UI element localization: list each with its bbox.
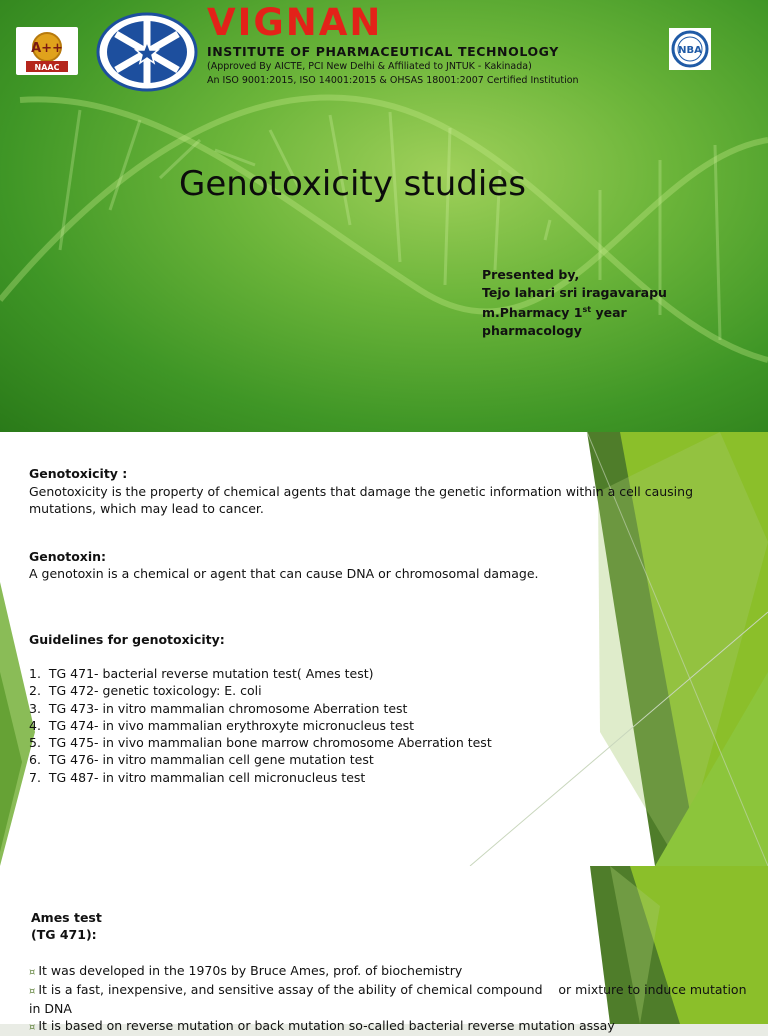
square-bullet-icon: ¤ [29,1022,36,1033]
approval-line: (Approved By AICTE, PCI New Delhi & Affiliated to JNTUK - Kakinada) [207,61,532,72]
genotoxicity-heading: Genotoxicity : [29,466,128,481]
list-item: ¤ It is a fast, inexpensive, and sensitive assay of the ability of chemical compound or mixture to induce mutation in DNA [29,982,751,1016]
nba-logo [669,28,711,70]
naac-logo [16,27,78,75]
presenter-block [482,266,667,339]
ames-heading: Ames test (TG 471): [31,910,102,942]
guidelines-list [29,665,492,786]
svg-text:NAAC: NAAC [34,63,60,72]
list-item: 5. TG 475- in vivo mammalian bone marrow chromosome Aberration test [29,735,492,751]
presented-by-label: Presented by, [482,267,580,282]
genotoxin-heading: Genotoxin: [29,549,107,564]
vignan-emblem-logo [96,12,198,92]
list-item: ¤ It was developed in the 1970s by Bruce Ames, prof. of biochemistry [29,963,463,978]
title-slide [0,0,768,432]
institute-subtitle: INSTITUTE OF PHARMACEUTICAL TECHNOLOGY [207,44,559,59]
presenter-course: m.Pharmacy 1st year [482,305,627,321]
definitions-slide [0,432,768,866]
square-bullet-icon: ¤ [29,967,36,978]
list-item: ¤ It is based on reverse mutation or back mutation so-called bacterial reverse mutation assay [29,1018,615,1033]
guidelines-heading: Guidelines for genotoxicity: [29,632,225,647]
svg-text:A++: A++ [31,41,63,56]
naac-badge-icon [16,27,78,75]
certification-line: An ISO 9001:2015, ISO 14001:2015 & OHSAS 18001:2007 Certified Institution [207,75,579,86]
genotoxicity-definition: Genotoxicity is the property of chemical agents that damage the genetic information within a cell causing mutations, which may lead to cancer. [29,484,694,517]
slide-title: Genotoxicity studies [179,164,526,204]
square-bullet-icon: ¤ [29,986,36,997]
list-item: 6. TG 476- in vitro mammalian cell gene mutation test [29,752,374,768]
presenter-name: Tejo lahari sri iragavarapu [482,284,667,300]
presenter-department: pharmacology [482,322,582,338]
list-item: 7. TG 487- in vitro mammalian cell micronucleus test [29,769,366,785]
genotoxin-definition: A genotoxin is a chemical or agent that can cause DNA or chromosomal damage. [29,566,539,581]
svg-text:NBA: NBA [678,45,702,56]
ames-test-slide [0,866,768,1033]
list-item: 3. TG 473- in vitro mammalian chromosome Aberration test [29,700,408,716]
list-item: 2. TG 472- genetic toxicology: E. coli [29,683,262,699]
nba-badge-icon [669,28,711,70]
ames-bullets [29,962,749,1036]
list-item: 1. TG 471- bacterial reverse mutation test( Ames test) [29,666,374,681]
list-item: 4. TG 474- in vivo mammalian erythroxyte micronucleus test [29,717,415,733]
institute-name: VIGNAN [207,1,383,44]
